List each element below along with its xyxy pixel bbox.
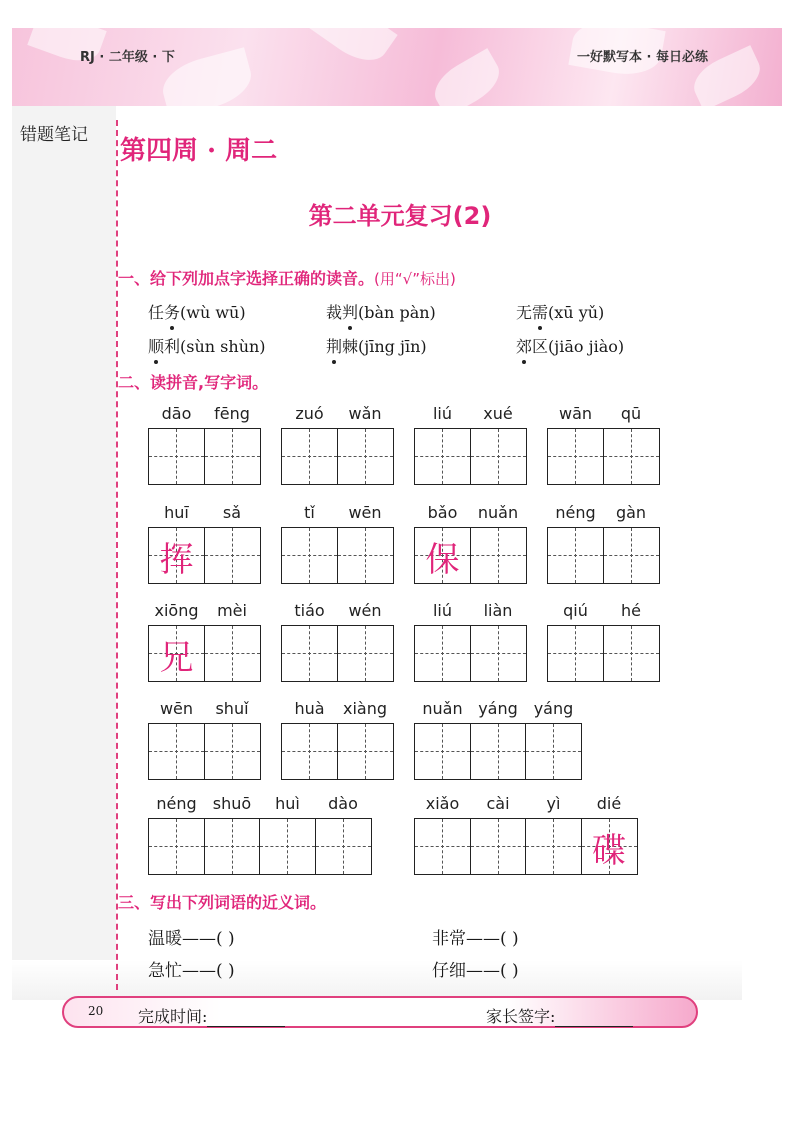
answer-char: 挥 [159, 540, 194, 580]
guide-line [282, 456, 337, 457]
tianzige-cell[interactable] [148, 723, 205, 780]
section2-heading: 二、读拼音,写字词。 [118, 373, 269, 392]
parent-signature-label: 家长签字: [486, 1007, 556, 1026]
pinyin-label: shuǐ [215, 699, 249, 718]
guide-line [548, 456, 603, 457]
tianzige-cell[interactable] [337, 625, 394, 682]
writing-grid [281, 428, 394, 485]
pinyin-label: wān [558, 404, 593, 423]
tianzige-cell[interactable] [547, 527, 604, 584]
pinyin-label: nuǎn [422, 699, 463, 718]
writing-grid [414, 428, 527, 485]
writing-grid [148, 723, 261, 780]
pinyin-label: hé [621, 601, 641, 620]
synonym-item[interactable]: 非常——( ) [432, 929, 519, 949]
guide-line [282, 653, 337, 654]
unit-title: 第二单元复习(2) [308, 202, 492, 230]
guide-line [415, 653, 470, 654]
petal-decoration [306, 28, 397, 72]
reading-item: 荆棘(jīng jīn) [326, 334, 427, 357]
parent-signature-blank[interactable] [555, 1011, 633, 1027]
guide-line [282, 555, 337, 556]
grade-label: RJ · 二年级 · 下 [80, 50, 175, 65]
writing-grid [148, 527, 261, 584]
completion-time-label: 完成时间: [138, 1007, 208, 1026]
writing-grid [547, 527, 660, 584]
reading-item: 顺利(sùn shùn) [148, 334, 266, 357]
pinyin-label: wēn [348, 503, 382, 522]
tianzige-cell[interactable] [603, 625, 660, 682]
pinyin-label: yì [546, 794, 561, 813]
tianzige-cell[interactable] [470, 723, 527, 780]
guide-line [149, 846, 204, 847]
answer-char: 保 [425, 540, 460, 580]
guide-line [149, 751, 204, 752]
pinyin-label: yáng [533, 699, 574, 718]
guide-line [205, 555, 260, 556]
writing-grid [547, 428, 660, 485]
tianzige-cell[interactable] [470, 625, 527, 682]
guide-line [415, 456, 470, 457]
parent-signature-field[interactable] [486, 1004, 633, 1027]
dotted-char: 判 [342, 300, 358, 323]
reading-options[interactable]: (jiāo jiào) [548, 337, 625, 356]
guide-line [415, 846, 470, 847]
guide-line [205, 456, 260, 457]
answer-char: 碟 [592, 831, 626, 871]
guide-line [471, 555, 526, 556]
dotted-char: 务 [164, 300, 180, 323]
guide-line [471, 751, 526, 752]
guide-line [338, 555, 393, 556]
sidebar-column [12, 106, 116, 990]
pinyin-label: xué [483, 404, 513, 423]
tianzige-cell[interactable] [414, 723, 471, 780]
writing-grid [281, 527, 394, 584]
dotted-char: 荆 [326, 334, 342, 357]
guide-line [604, 653, 659, 654]
reading-options[interactable]: (bàn pàn) [358, 303, 436, 322]
reading-item: 无需(xū yǔ) [516, 300, 604, 323]
pinyin-label: huī [164, 503, 189, 522]
pinyin-label: gàn [615, 503, 647, 522]
guide-line [548, 653, 603, 654]
tianzige-cell[interactable] [581, 818, 638, 875]
pinyin-label: huà [294, 699, 325, 718]
reading-options[interactable]: (jīng jīn) [358, 337, 427, 356]
pinyin-label: huì [275, 794, 300, 813]
writing-grid [414, 625, 527, 682]
tianzige-cell[interactable] [337, 527, 394, 584]
pinyin-label: tǐ [304, 503, 315, 522]
tianzige-cell[interactable] [204, 527, 261, 584]
tianzige-cell[interactable] [414, 818, 471, 875]
pinyin-label: liú [432, 601, 453, 620]
guide-line [260, 846, 315, 847]
pinyin-label: liú [432, 404, 453, 423]
writing-grid [547, 625, 660, 682]
dashed-divider [116, 120, 118, 990]
pinyin-label: néng [555, 503, 596, 522]
guide-line [338, 456, 393, 457]
pinyin-label: wǎn [348, 404, 382, 423]
tianzige-cell[interactable] [547, 625, 604, 682]
completion-time-blank[interactable] [207, 1011, 285, 1027]
writing-grid [414, 818, 638, 875]
writing-grid [148, 428, 261, 485]
pinyin-label: xiàng [342, 699, 387, 718]
pinyin-label: xiōng [154, 601, 199, 620]
tianzige-cell[interactable] [337, 428, 394, 485]
guide-line [316, 846, 371, 847]
guide-line [604, 456, 659, 457]
tianzige-cell[interactable] [414, 527, 471, 584]
tianzige-cell[interactable] [259, 818, 316, 875]
writing-grid [414, 527, 527, 584]
tianzige-cell[interactable] [148, 527, 205, 584]
pinyin-label: xiǎo [425, 794, 460, 813]
synonym-item[interactable]: 仔细——( ) [432, 961, 519, 981]
completion-time-field[interactable] [138, 1004, 285, 1027]
dotted-char: 需 [532, 300, 548, 323]
writing-grid [148, 625, 261, 682]
guide-line [205, 653, 260, 654]
tianzige-cell[interactable] [470, 428, 527, 485]
pinyin-label: zuó [295, 404, 324, 423]
bottom-shade [12, 960, 742, 1000]
synonym-item[interactable]: 急忙——( ) [148, 961, 235, 981]
tianzige-cell[interactable] [603, 527, 660, 584]
tianzige-cell[interactable] [204, 625, 261, 682]
writing-grid [281, 723, 394, 780]
mistake-notes-label: 错题笔记 [20, 125, 88, 145]
reading-item: 裁判(bàn pàn) [326, 300, 436, 323]
tianzige-cell[interactable] [281, 527, 338, 584]
tianzige-cell[interactable] [148, 625, 205, 682]
tianzige-cell[interactable] [204, 428, 261, 485]
pinyin-label: shuō [212, 794, 252, 813]
tianzige-cell[interactable] [525, 723, 582, 780]
guide-line [604, 555, 659, 556]
tianzige-cell[interactable] [281, 428, 338, 485]
guide-line [282, 751, 337, 752]
guide-line [415, 751, 470, 752]
tianzige-cell[interactable] [204, 723, 261, 780]
pinyin-label: liàn [483, 601, 513, 620]
tianzige-cell[interactable] [148, 428, 205, 485]
reading-options[interactable]: (xū yǔ) [548, 303, 605, 322]
guide-line [471, 846, 526, 847]
answer-char: 兄 [159, 638, 194, 678]
tianzige-cell[interactable] [414, 428, 471, 485]
section1-heading [118, 266, 456, 289]
tianzige-cell[interactable] [525, 818, 582, 875]
guide-line [526, 846, 581, 847]
guide-line [471, 653, 526, 654]
guide-line [338, 751, 393, 752]
header-banner [12, 28, 782, 106]
guide-line [526, 751, 581, 752]
guide-line [338, 653, 393, 654]
writing-grid [148, 818, 372, 875]
tianzige-cell[interactable] [315, 818, 372, 875]
tianzige-cell[interactable] [281, 723, 338, 780]
pinyin-label: dié [596, 794, 622, 813]
pinyin-label: cài [486, 794, 510, 813]
week-title: 第四周 · 周二 [120, 136, 278, 166]
synonym-item[interactable]: 温暖——( ) [148, 929, 235, 949]
guide-line [205, 751, 260, 752]
pinyin-label: néng [156, 794, 197, 813]
pinyin-label: dào [328, 794, 358, 813]
guide-line [548, 555, 603, 556]
tianzige-cell[interactable] [414, 625, 471, 682]
pinyin-label: bǎo [427, 503, 458, 522]
reading-item: 郊区(jiāo jiào) [516, 334, 624, 357]
writing-grid [281, 625, 394, 682]
pinyin-label: wén [348, 601, 382, 620]
reading-item: 任务(wù wū) [148, 300, 246, 323]
tianzige-cell[interactable] [470, 818, 527, 875]
tianzige-cell[interactable] [470, 527, 527, 584]
guide-line [471, 456, 526, 457]
dotted-char: 顺 [148, 334, 164, 357]
section3-heading: 三、写出下列词语的近义词。 [118, 893, 327, 912]
pinyin-label: nuǎn [477, 503, 519, 522]
guide-line [205, 846, 260, 847]
section1-heading-text: 一、给下列加点字选择正确的读音。 [118, 269, 375, 288]
pinyin-label: yáng [478, 699, 518, 718]
writing-grid [414, 723, 582, 780]
pinyin-label: sǎ [222, 503, 242, 522]
tianzige-cell[interactable] [204, 818, 261, 875]
reading-options[interactable]: (wù wū) [180, 303, 246, 322]
series-label: 一好默写本 · 每日必练 [577, 50, 708, 65]
petal-decoration [427, 48, 508, 106]
pinyin-label: tiáo [294, 601, 325, 620]
tianzige-cell[interactable] [148, 818, 205, 875]
guide-line [149, 456, 204, 457]
tianzige-cell[interactable] [603, 428, 660, 485]
section1-note: (用“√”标出) [374, 270, 456, 288]
tianzige-cell[interactable] [281, 625, 338, 682]
pinyin-label: wēn [159, 699, 194, 718]
pinyin-label: mèi [217, 601, 247, 620]
page-number: 20 [88, 1004, 104, 1018]
dotted-char: 郊 [516, 334, 532, 357]
pinyin-label: qiú [563, 601, 588, 620]
pinyin-label: qū [620, 404, 642, 423]
pinyin-label: fēng [214, 404, 250, 423]
reading-options[interactable]: (sùn shùn) [180, 337, 266, 356]
tianzige-cell[interactable] [337, 723, 394, 780]
tianzige-cell[interactable] [547, 428, 604, 485]
pinyin-label: dāo [161, 404, 192, 423]
